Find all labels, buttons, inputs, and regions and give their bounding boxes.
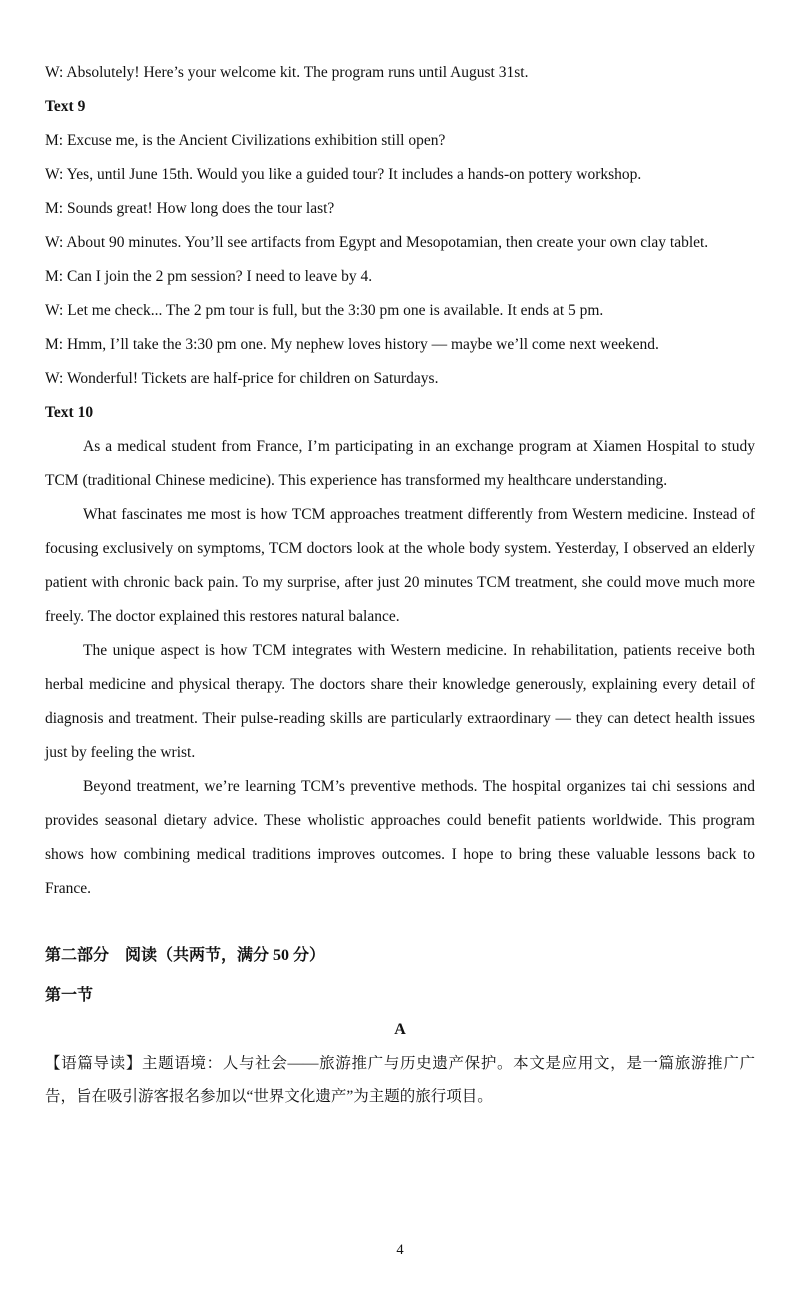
passage-a-label: A [394,1021,406,1038]
dialog-line: W: Absolutely! Here’s your welcome kit. The program runs until August 31st. [45,64,529,81]
guide-note: 【语篇导读】主题语境：人与社会——旅游推广与历史遗产保护。本文是应用文，是一篇旅游推广广告，旨在吸引游客报名参加以“世界文化遗产”为主题的旅行项目。 [45,1055,755,1105]
monologue-paragraph: As a medical student from France, I’m participating in an exchange program at Xiamen Hospital to study TCM (traditional Chinese medicine). This experience has transformed my healthcare understanding. [45,438,755,489]
dialog-line: M: Can I join the 2 pm session? I need to leave by 4. [45,268,373,285]
part2-heading: 第二部分 阅读（共两节，满分 50 分） [45,947,326,964]
monologue-paragraph: What fascinates me most is how TCM approaches treatment differently from Western medicine. Instead of focusing exclusively on symptoms, TCM doctors look at the whole body system. Yesterday, I observed an elderly patient with chronic back pain. To my surprise, after just 20 minutes TCM treatment, she could move much more freely. The doctor explained this restores natural balance. [45,506,755,625]
page-number: 4 [396,1242,404,1258]
dialog-line: W: About 90 minutes. You’ll see artifacts from Egypt and Mesopotamian, then create your own clay tablet. [45,234,709,251]
text9-heading: Text 9 [45,98,86,115]
dialog-line: M: Excuse me, is the Ancient Civilizations exhibition still open? [45,132,446,149]
section1-heading: 第一节 [45,987,94,1004]
monologue-paragraph: The unique aspect is how TCM integrates with Western medicine. In rehabilitation, patients receive both herbal medicine and physical therapy. The doctors share their knowledge generously, explaining every detail of diagnosis and treatment. Their pulse-reading skills are particularly extraordinary — they can detect health issues just by feeling the wrist. [45,642,755,761]
dialog-line: M: Sounds great! How long does the tour last? [45,200,335,217]
dialog-line: M: Hmm, I’ll take the 3:30 pm one. My nephew loves history — maybe we’ll come next weekend. [45,336,659,353]
dialog-line: W: Let me check... The 2 pm tour is full, but the 3:30 pm one is available. It ends at 5 pm. [45,302,604,319]
monologue-paragraph: Beyond treatment, we’re learning TCM’s preventive methods. The hospital organizes tai chi sessions and provides seasonal dietary advice. These wholistic approaches could benefit patients worldwide. This program shows how combining medical traditions improves outcomes. I hope to bring these valuable lessons back to France. [45,778,755,897]
dialog-line: W: Wonderful! Tickets are half-price for children on Saturdays. [45,370,439,387]
dialog-line: W: Yes, until June 15th. Would you like a guided tour? It includes a hands-on pottery workshop. [45,166,642,183]
text10-heading: Text 10 [45,404,94,421]
